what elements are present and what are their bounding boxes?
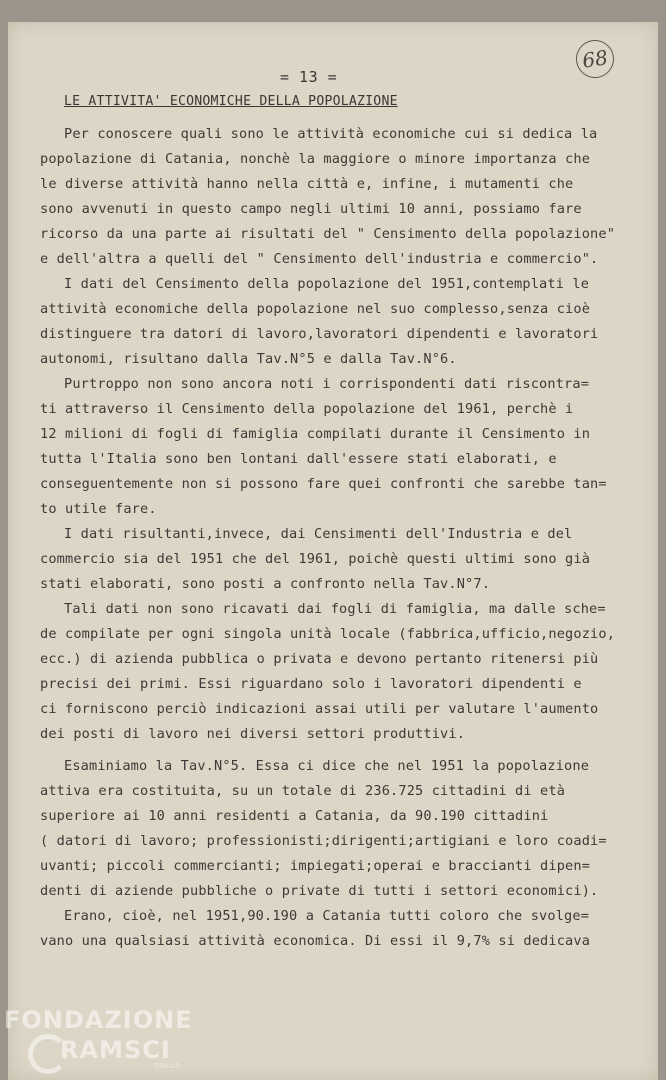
text-line: Erano, cioè, nel 1951,90.190 a Catania tutti coloro che svolge= [64, 908, 590, 924]
text-line: distinguere tra datori di lavoro,lavoratori dipendenti e lavoratori [40, 326, 599, 342]
text-line: de compilate per ogni singola unità locale (fabbrica,ufficio,negozio, [40, 626, 616, 642]
text-line: denti di aziende pubbliche o private di tutti i settori economici). [40, 883, 599, 899]
text-line: vano una qualsiasi attività economica. Di essi il 9,7% si dedicava [40, 933, 591, 949]
document-page [8, 22, 658, 1080]
text-line: Per conoscere quali sono le attività economiche cui si dedica la [64, 126, 598, 142]
text-line: popolazione di Catania, nonchè la maggiore o minore importanza che [40, 151, 591, 167]
text-line: autonomi, risultano dalla Tav.N°5 e dalla Tav.N°6. [40, 351, 457, 367]
text-line: conseguentemente non si possono fare quei confronti che sarebbe tan= [40, 476, 607, 492]
text-line: precisi dei primi. Essi riguardano solo i lavoratori dipendenti e [40, 676, 582, 692]
text-line: dei posti di lavoro nei diversi settori produttivi. [40, 726, 466, 742]
section-heading: LE ATTIVITA' ECONOMICHE DELLA POPOLAZIONE [64, 94, 398, 109]
text-line: ecc.) di azienda pubblica o privata e devono pertanto ritenersi più [40, 651, 599, 667]
text-line: Tali dati non sono ricavati dai fogli di famiglia, ma dalle sche= [64, 601, 606, 617]
text-line: le diverse attività hanno nella città e, infine, i mutamenti che [40, 176, 574, 192]
text-line: sono avvenuti in questo campo negli ultimi 10 anni, possiamo fare [40, 201, 582, 217]
text-line: Esaminiamo la Tav.N°5. Essa ci dice che nel 1951 la popolazione [64, 758, 590, 774]
watermark-line2: RAMSCI [60, 1036, 171, 1064]
folio-number: 68 [574, 38, 617, 81]
text-line: superiore ai 10 anni residenti a Catania, da 90.190 cittadini [40, 808, 549, 824]
watermark-logo [4, 1004, 204, 1080]
text-line: e dell'altra a quelli del " Censimento dell'industria e commercio". [40, 251, 599, 267]
page-number: = 13 = [280, 68, 338, 86]
text-line: ti attraverso il Censimento della popolazione del 1961, perchè i [40, 401, 574, 417]
text-line: I dati risultanti,invece, dai Censimenti dell'Industria e del [64, 526, 573, 542]
watermark-line1: FONDAZIONE [4, 1006, 193, 1034]
watermark-sub: ONLUS [154, 1062, 181, 1070]
text-line: ci forniscono perciò indicazioni assai utili per valutare l'aumento [40, 701, 599, 717]
text-line: attiva era costituita, su un totale di 236.725 cittadini di età [40, 783, 566, 799]
text-line: ricorso da una parte ai risultati del " Censimento della popolazione" [40, 226, 616, 242]
text-line: 12 milioni di fogli di famiglia compilati durante il Censimento in [40, 426, 591, 442]
text-line: to utile fare. [40, 501, 157, 517]
text-line: stati elaborati, sono posti a confronto nella Tav.N°7. [40, 576, 491, 592]
text-line: commercio sia del 1951 che del 1961, poichè questi ultimi sono già [40, 551, 591, 567]
text-line: attività economiche della popolazione nel suo complesso,senza cioè [40, 301, 591, 317]
text-line: I dati del Censimento della popolazione del 1951,contemplati le [64, 276, 590, 292]
text-line: tutta l'Italia sono ben lontani dall'essere stati elaborati, e [40, 451, 557, 467]
text-line: Purtroppo non sono ancora noti i corrispondenti dati riscontra= [64, 376, 590, 392]
text-line: ( datori di lavoro; professionisti;dirigenti;artigiani e loro coadi= [40, 833, 607, 849]
text-line: uvanti; piccoli commercianti; impiegati;operai e braccianti dipen= [40, 858, 591, 874]
